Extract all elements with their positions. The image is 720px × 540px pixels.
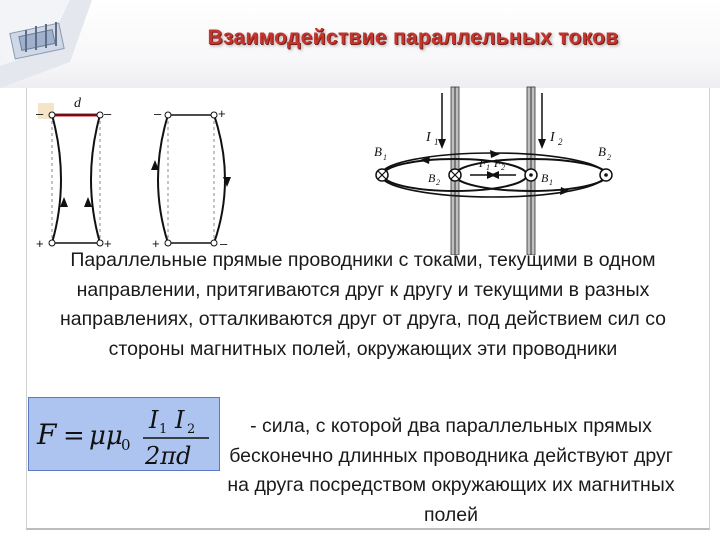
force-formula bbox=[29, 398, 221, 472]
current-1-sub: 1 bbox=[434, 137, 439, 147]
formula-equals: = bbox=[63, 421, 85, 451]
corner-logo bbox=[0, 0, 110, 88]
field-b1-center-label: B bbox=[541, 171, 549, 185]
formula-mu: μμ bbox=[89, 421, 123, 451]
force-1-label: F bbox=[479, 156, 487, 170]
formula-description: - сила, с которой два параллельных прямых бесконечно длинных проводника действуют друг на друга посредством окружающих их магнитных полей bbox=[227, 415, 675, 526]
terminal-label: – bbox=[104, 106, 112, 121]
field-b2-center-sub: 2 bbox=[436, 178, 440, 187]
field-b2-center-label: B bbox=[428, 171, 436, 185]
current-1-label: I bbox=[426, 130, 431, 145]
formula-denominator: 2πd bbox=[145, 442, 192, 470]
left-figure-attraction bbox=[36, 96, 112, 251]
field-b1-sub: 1 bbox=[383, 153, 387, 162]
terminal-label: + bbox=[36, 236, 44, 251]
terminal-label: – bbox=[36, 106, 44, 121]
formula-num-i1: I bbox=[149, 406, 159, 434]
formula-num-i1-sub: 1 bbox=[159, 422, 168, 437]
distance-label: d bbox=[74, 96, 81, 111]
field-b2-sub: 2 bbox=[607, 153, 611, 162]
force-2-label: F bbox=[494, 156, 502, 170]
field-b2-label: B bbox=[598, 144, 606, 159]
terminal-label: + bbox=[152, 236, 160, 251]
conductors-diagram bbox=[30, 85, 706, 255]
terminal-label: – bbox=[220, 236, 228, 251]
formula-lhs: F bbox=[37, 418, 57, 451]
current-2-label: I bbox=[550, 130, 555, 145]
formula-box bbox=[28, 397, 220, 471]
current-2-sub: 2 bbox=[558, 137, 563, 147]
right-figure-fields bbox=[374, 87, 612, 255]
terminal-label: + bbox=[104, 236, 112, 251]
formula-num-i2-sub: 2 bbox=[187, 422, 196, 437]
formula-mu-sub: 0 bbox=[121, 436, 131, 454]
terminal-label: + bbox=[218, 106, 226, 121]
field-b1-center-sub: 1 bbox=[549, 178, 553, 187]
main-paragraph: Параллельные прямые проводники с токами, текущими в одном направлении, притягиваются друг к другу и текущими в разных направлениях, отталкиваются друг от друга, под действием сил со стороны магнитных полей, окружающих эти проводники bbox=[59, 249, 667, 360]
force-2-sub: 2 bbox=[501, 163, 505, 172]
force-1-sub: 1 bbox=[486, 163, 490, 172]
field-b1-label: B bbox=[374, 144, 382, 159]
terminal-label: – bbox=[154, 106, 162, 121]
formula-num-i2: I bbox=[175, 406, 185, 434]
middle-figure-repulsion bbox=[151, 106, 231, 251]
slide-title: Взаимодействие параллельных токов bbox=[207, 26, 619, 49]
